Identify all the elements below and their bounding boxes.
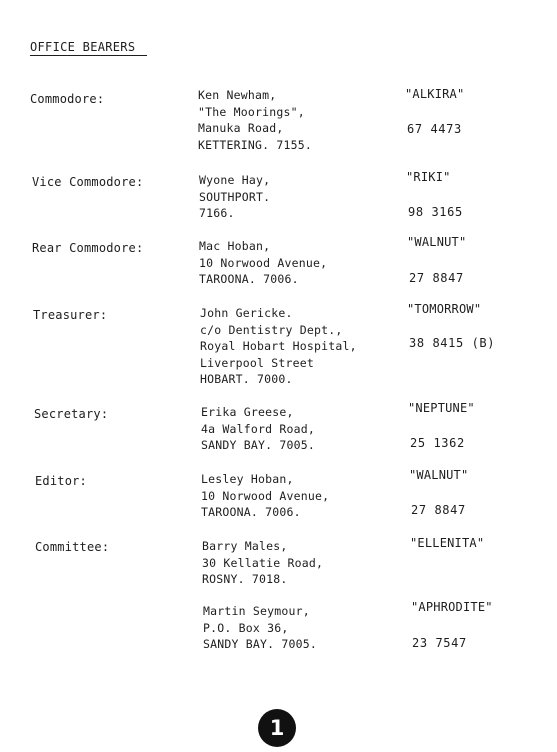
address-line: KETTERING. 7155. xyxy=(198,137,312,152)
phone-secretary: 25 1362 xyxy=(410,436,465,450)
address-line: TAROONA. 7006. xyxy=(201,505,301,519)
address-block-commodore xyxy=(198,87,312,153)
address-line: TAROONA. 7006. xyxy=(199,272,299,286)
boat-name-vice-commodore: "RIKI" xyxy=(406,170,451,184)
boat-name-committee-2: "APHRODITE" xyxy=(411,600,493,614)
address-block-treasurer xyxy=(200,305,357,388)
phone-committee-2: 23 7547 xyxy=(412,636,467,650)
address-line: Lesley Hoban, xyxy=(201,472,294,486)
heading-underline xyxy=(30,55,147,56)
phone-rear-commodore: 27 8847 xyxy=(409,271,464,285)
address-line: 30 Kellatie Road, xyxy=(202,555,324,570)
role-label-vice-commodore: Vice Commodore: xyxy=(32,175,144,189)
address-line: Wyone Hay, xyxy=(199,173,271,187)
address-line: c/o Dentistry Dept., xyxy=(200,322,343,337)
address-line: HOBART. 7000. xyxy=(200,372,293,386)
address-block-committee-2 xyxy=(203,603,317,653)
address-line: Liverpool Street xyxy=(200,355,314,370)
address-block-editor xyxy=(201,471,329,521)
address-line: Royal Hobart Hospital, xyxy=(200,339,357,353)
address-line: Mac Hoban, xyxy=(199,239,271,253)
phone-treasurer: 38 8415 (B) xyxy=(409,336,496,350)
address-block-vice-commodore xyxy=(199,172,270,222)
role-label-rear-commodore: Rear Commodore: xyxy=(32,241,144,255)
address-line: 10 Norwood Avenue, xyxy=(199,255,328,270)
address-block-rear-commodore xyxy=(199,238,327,288)
address-line: ROSNY. 7018. xyxy=(202,572,288,586)
address-block-committee-1 xyxy=(202,538,323,588)
boat-name-secretary: "NEPTUNE" xyxy=(408,401,475,415)
address-line: 4a Walford Road, xyxy=(201,421,315,436)
address-line: "The Moorings", xyxy=(198,104,305,119)
address-line: 10 Norwood Avenue, xyxy=(201,488,330,503)
address-line: Manuka Road, xyxy=(198,121,284,135)
role-label-commodore: Commodore: xyxy=(30,92,105,106)
page-number-badge: 1 xyxy=(258,709,296,747)
address-line: 7166. xyxy=(199,206,235,220)
page-heading: OFFICE BEARERS xyxy=(30,40,136,54)
role-label-editor: Editor: xyxy=(35,474,87,488)
address-line: Barry Males, xyxy=(202,539,288,553)
address-line: P.O. Box 36, xyxy=(203,620,289,635)
phone-editor: 27 8847 xyxy=(411,503,466,517)
boat-name-committee-1: "ELLENITA" xyxy=(410,536,485,550)
address-line: Erika Greese, xyxy=(201,405,294,419)
role-label-treasurer: Treasurer: xyxy=(33,308,108,322)
address-line: Ken Newham, xyxy=(198,88,277,102)
boat-name-editor: "WALNUT" xyxy=(409,468,469,482)
boat-name-treasurer: "TOMORROW" xyxy=(407,302,482,316)
address-line: SANDY BAY. 7005. xyxy=(203,637,317,651)
boat-name-rear-commodore: "WALNUT" xyxy=(407,235,467,249)
role-label-secretary: Secretary: xyxy=(34,407,109,421)
address-line: SANDY BAY. 7005. xyxy=(201,438,315,452)
phone-commodore: 67 4473 xyxy=(407,122,462,136)
address-line: John Gericke. xyxy=(200,306,293,320)
boat-name-commodore: "ALKIRA" xyxy=(405,87,465,101)
address-line: Martin Seymour, xyxy=(203,604,310,618)
phone-vice-commodore: 98 3165 xyxy=(408,205,463,219)
address-line: SOUTHPORT. xyxy=(199,189,271,204)
role-label-committee: Committee: xyxy=(35,540,110,554)
address-block-secretary xyxy=(201,404,315,454)
